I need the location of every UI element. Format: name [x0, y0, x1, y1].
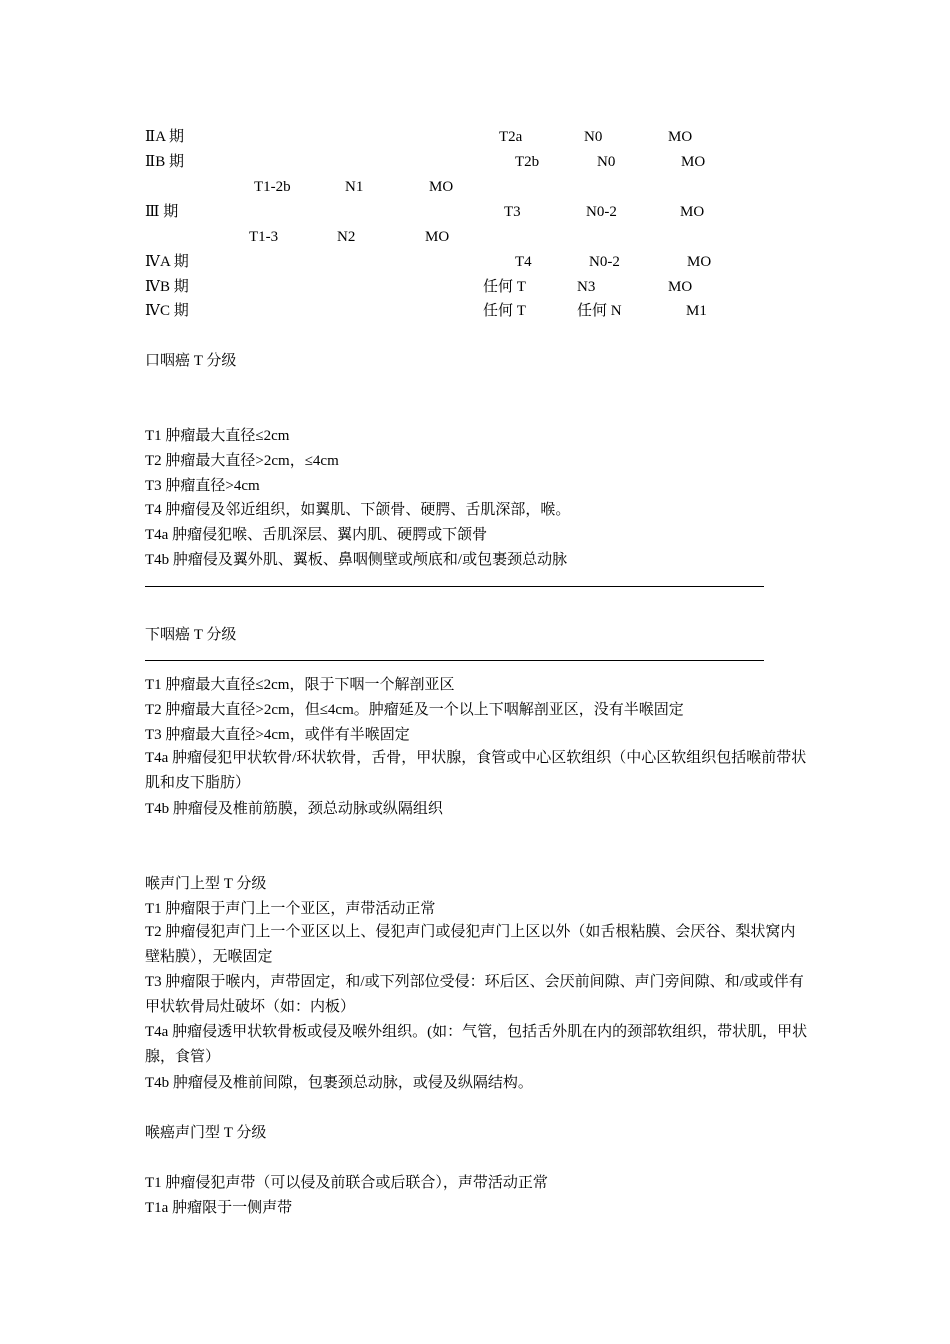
hypopharynx-item: T3 肿瘤最大直径>4cm，或伴有半喉固定 [145, 727, 410, 743]
stage-m: MO [681, 154, 706, 170]
stage-label: ⅣA 期 [145, 254, 189, 270]
stage-n: 任何 N [577, 303, 622, 319]
stage-t: T1-3 [249, 229, 279, 245]
stage-label: ⅡA 期 [145, 129, 184, 145]
stage-label: ⅡB 期 [145, 154, 184, 170]
stage-m: MO [429, 179, 454, 195]
divider-rule [145, 586, 764, 587]
oropharynx-item: T1 肿瘤最大直径≤2cm [145, 428, 290, 444]
stage-n: N0 [584, 129, 603, 145]
stage-n: N0-2 [586, 204, 617, 220]
stage-n: N1 [345, 179, 364, 195]
supraglottic-item: T2 肿瘤侵犯声门上一个亚区以上、侵犯声门或侵犯声门上区以外（如舌根粘膜、会厌谷、梨状窝内壁粘膜），无喉固定 [145, 924, 796, 965]
hypopharynx-item: T4b 肿瘤侵及椎前筋膜，颈总动脉或纵隔组织 [145, 801, 443, 817]
oropharynx-heading: 口咽癌 T 分级 [145, 353, 237, 369]
supraglottic-item: T1 肿瘤限于声门上一个亚区，声带活动正常 [145, 901, 436, 917]
supraglottic-heading: 喉声门上型 T 分级 [145, 876, 267, 892]
stage-n: N2 [337, 229, 356, 245]
hypopharynx-item: T4a 肿瘤侵犯甲状软骨/环状软骨，舌骨，甲状腺，食管或中心区软组织（中心区软组织包括喉前带状肌和皮下脂肪） [145, 750, 807, 791]
stage-m: M1 [686, 303, 707, 319]
hypopharynx-heading: 下咽癌 T 分级 [145, 627, 237, 643]
stage-m: MO [425, 229, 450, 245]
stage-t: T1-2b [254, 179, 291, 195]
oropharynx-item: T4 肿瘤侵及邻近组织，如翼肌、下颌骨、硬腭、舌肌深部，喉。 [145, 502, 571, 518]
supraglottic-item: T4b 肿瘤侵及椎前间隙，包裹颈总动脉，或侵及纵隔结构。 [145, 1075, 533, 1091]
supraglottic-item: T3 肿瘤限于喉内，声带固定，和/或下列部位受侵：环后区、会厌前间隙、声门旁间隙、和/或或伴有甲状软骨局灶破坏（如：内板） [145, 974, 804, 1015]
stage-t: T2b [515, 154, 540, 170]
stage-t: T4 [515, 254, 532, 270]
divider-rule [145, 660, 764, 661]
stage-t: T2a [499, 129, 523, 145]
stage-label: ⅣB 期 [145, 279, 189, 295]
hypopharynx-item: T1 肿瘤最大直径≤2cm，限于下咽一个解剖亚区 [145, 677, 455, 693]
stage-t: 任何 T [483, 279, 526, 295]
stage-n: N3 [577, 279, 596, 295]
oropharynx-item: T4a 肿瘤侵犯喉、舌肌深层、翼内肌、硬腭或下颌骨 [145, 527, 488, 543]
stage-t: 任何 T [483, 303, 526, 319]
supraglottic-item: T4a 肿瘤侵透甲状软骨板或侵及喉外组织。(如：气管，包括舌外肌在内的颈部软组织，带状肌，甲状腺，食管） [145, 1024, 808, 1065]
glottic-item: T1a 肿瘤限于一侧声带 [145, 1200, 293, 1216]
stage-m: MO [687, 254, 712, 270]
stage-n: N0-2 [589, 254, 620, 270]
oropharynx-item: T4b 肿瘤侵及翼外肌、翼板、鼻咽侧壁或颅底和/或包裹颈总动脉 [145, 552, 568, 568]
stage-n: N0 [597, 154, 616, 170]
glottic-item: T1 肿瘤侵犯声带（可以侵及前联合或后联合），声带活动正常 [145, 1175, 548, 1191]
oropharynx-item: T3 肿瘤直径>4cm [145, 478, 260, 494]
stage-m: MO [680, 204, 705, 220]
glottic-heading: 喉癌声门型 T 分级 [145, 1125, 267, 1141]
stage-label: Ⅲ 期 [145, 204, 179, 220]
stage-t: T3 [504, 204, 521, 220]
oropharynx-item: T2 肿瘤最大直径>2cm，≤4cm [145, 453, 339, 469]
stage-m: MO [668, 129, 693, 145]
hypopharynx-item: T2 肿瘤最大直径>2cm，但≤4cm。肿瘤延及一个以上下咽解剖亚区，没有半喉固定 [145, 702, 684, 718]
stage-label: ⅣC 期 [145, 303, 189, 319]
stage-m: MO [668, 279, 693, 295]
